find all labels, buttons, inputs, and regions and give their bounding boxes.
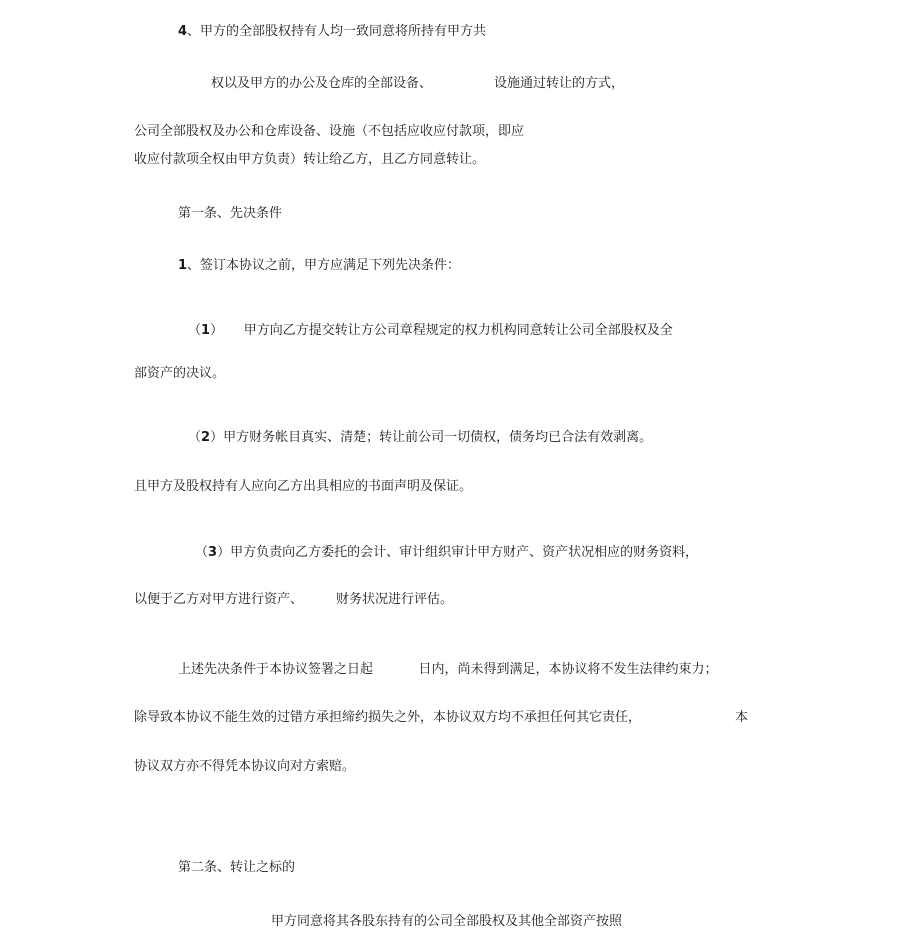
precondition-deadline-line-1: 上述先决条件于本协议签署之日起 日内，尚未得到满足，本协议将不发生法律约束力； [178,662,718,677]
item-number: 1 [178,258,188,273]
paragraph-text: ）甲方财务帐目真实、清楚；转让前公司一切债权，债务均已合法有效剥离。 [210,430,653,445]
article-2-line-1: 甲方同意将其各股东持有的公司全部股权及其他全部资产按照 [271,914,623,929]
clause-4-line-4: 收应付款项全权由甲方负责）转让给乙方，且乙方同意转让。 [134,152,486,167]
condition-number: 3 [208,545,218,560]
condition-number: 2 [201,430,211,445]
paragraph-text: ）甲方负责向乙方委托的会计、审计组织审计甲方财产、资产状况相应的财务资料， [217,545,699,560]
precondition-deadline-line-3: 协议双方亦不得凭本协议向对方索赔。 [134,759,356,774]
precondition-deadline-line-2-tail: 本 [735,710,749,725]
open-paren: （ [188,430,202,445]
article-1-heading: 第一条、先决条件 [178,206,283,221]
paragraph-text: 、签订本协议之前，甲方应满足下列先决条件： [187,258,461,273]
clause-number: 4 [178,24,188,39]
paragraph-text: 、甲方的全部股权持有人均一致同意将所持有甲方共 [187,24,487,39]
condition-3-line-1 [195,545,698,561]
open-paren: （ [195,545,209,560]
condition-number: 1 [201,323,211,338]
clause-4-line-1 [178,24,486,40]
article-1-item-1 [178,258,460,274]
condition-1-line-2: 部资产的决议。 [134,366,226,381]
condition-2-line-1 [188,430,652,446]
condition-2-line-2: 且甲方及股权持有人应向乙方出具相应的书面声明及保证。 [134,479,473,494]
article-2-heading: 第二条、转让之标的 [178,860,296,875]
precondition-deadline-line-2: 除导致本协议不能生效的过错方承担缔约损失之外，本协议双方均不承担任何其它责任， [134,710,642,725]
clause-4-line-2: 权以及甲方的办公及仓库的全部设备、 设施通过转让的方式， [211,76,624,91]
open-paren: （ [188,323,202,338]
condition-3-line-2: 以便于乙方对甲方进行资产、 财务状况进行评估。 [134,592,454,607]
condition-1-line-1 [188,323,673,339]
paragraph-text: ） 甲方向乙方提交转让方公司章程规定的权力机构同意转让公司全部股权及全 [210,323,673,338]
clause-4-line-3: 公司全部股权及办公和仓库设备、设施（不包括应收应付款项，即应 [134,124,525,139]
